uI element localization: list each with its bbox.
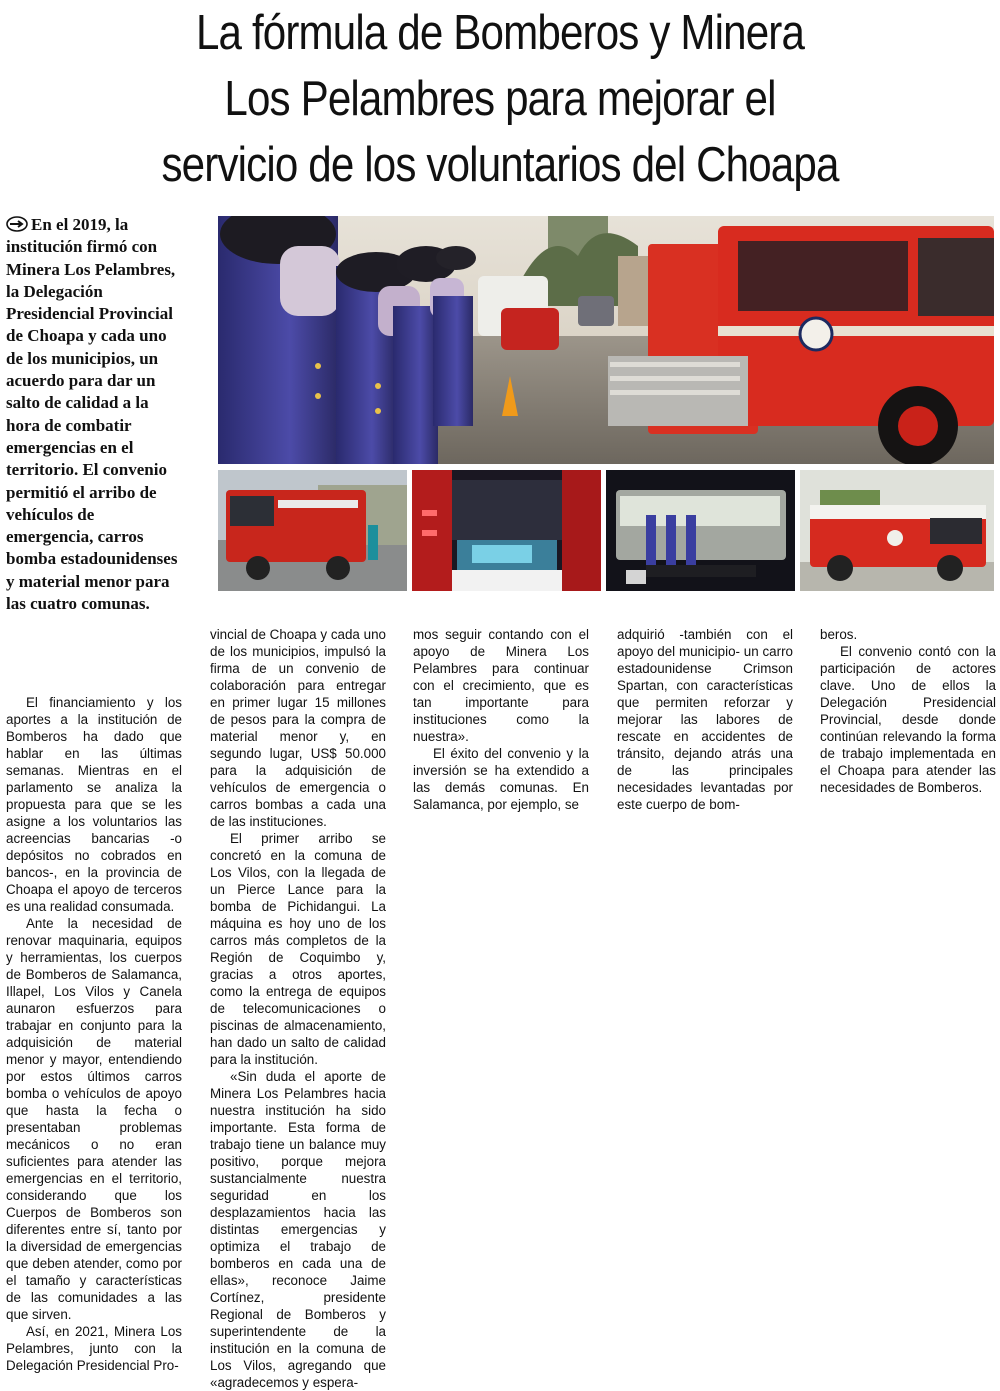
paragraph: Ante la necesidad de renovar maquinaria, equipos y herramientas, los cuerpos de Bomberos de Salamanca, Illapel, Los Vilos y Canela aunaron esfuerzos para trabajar en conjunto para la adquisición de material menor y mayor, entendiendo por estos últimos carros bomba o vehículos de apoyo que hasta la fecha o presentaban problemas mecánicos o no eran suficientes para atender las emergencias en el territorio, considerando que los Cuerpos de Bomberos son diferentes entre sí, tanto por la diversidad de emergencias que deben atender, como por el tamaño y características de las comunidades a las que sirven. [6, 916, 182, 1322]
paragraph: beros. [820, 627, 858, 642]
paragraph: El convenio contó con la participación de actores clave. Uno de ellos la Delegación Presidencial Provincial, desde donde continúan relevando la forma de trabajo implementada en el Choapa para atender las necesidades de Bomberos. [820, 644, 996, 795]
paragraph: adquirió -también con el apoyo del municipio- un carro estadounidense Crimson Spartan, con características que permiten reforzar y mejorar las labores de rescate en accidentes de tránsito, dejando atrás una de las principales necesidades levantadas por este cuerpo de bom- [617, 627, 793, 812]
pierce-fire-truck-illustration [800, 470, 994, 591]
body-column-2 [210, 626, 386, 1391]
night-ceremony-illustration [606, 470, 795, 591]
thumb-photo-1 [218, 470, 407, 591]
paragraph: El éxito del convenio y la inversión se ha extendido a las demás comunas. En Salamanca, por ejemplo, se [413, 746, 589, 812]
paragraph: El financiamiento y los aportes a la institución de Bomberos ha dado que hablar en las últimas semanas. Mientras en el parlamento se analiza la propuesta para que se les asigne a los voluntarios las acreencias bancarias -o depósitos no cobrados en bancos-, en la provincia de Choapa el apoyo de terceros es una realidad consumada. [6, 695, 182, 914]
paragraph: vincial de Choapa y cada uno de los municipios, impulsó la firma de un convenio de colaboración para entregar en primer lugar 15 millones de pesos para la compra de material menor y, en segundo lugar, US$ 50.000 para la adquisición de vehículos de emergencia o carros bombas a cada una de las instituciones. [210, 627, 386, 829]
body-column-3 [413, 626, 589, 813]
firefighters-trucks-illustration [218, 216, 994, 464]
thumb-photo-2 [412, 470, 601, 591]
body-column-5 [820, 626, 996, 796]
article-lead [6, 214, 180, 615]
paragraph: mos seguir contando con el apoyo de Minera Los Pelambres para continuar con el crecimiento, que es tan importante para instituciones como la nuestra». [413, 627, 589, 744]
thumb-photo-4 [800, 470, 994, 591]
rescue-vehicle-interior-illustration [412, 470, 601, 591]
paragraph: Así, en 2021, Minera Los Pelambres, junto con la Delegación Presidencial Pro- [6, 1324, 182, 1373]
paragraph: «Sin duda el aporte de Minera Los Pelambres hacia nuestra institución ha sido importante. Esta forma de trabajo tiene un balance muy positivo, porque mejora sustancialmente nuestra seguridad en los desplazamientos hacia las distintas emergencias y optimiza el trabajo de bomberos en cada una de ellas», reconoce Jaime Cortínez, presidente Regional de Bomberos y superintendente de la institución en la comuna de Los Vilos, agregando que «agradecemos y espera- [210, 1069, 386, 1390]
body-column-4 [617, 626, 793, 813]
main-photo [218, 216, 994, 464]
headline-line-1: La fórmula de Bomberos y Minera [195, 6, 805, 60]
thumb-photo-3 [606, 470, 795, 591]
red-fire-truck-illustration [218, 470, 407, 591]
headline-line-2: Los Pelambres para mejorar el [224, 72, 776, 126]
article-headline [70, 0, 930, 198]
arrow-bullet-icon [6, 216, 28, 232]
lead-text: En el 2019, la institución firmó con Minera Los Pelambres, la Delegación Presidencial Provincial de Choapa y cada uno de los municipios, un acuerdo para dar un salto de calidad a la hora de combatir emergencias en el territorio. El convenio permitió el arribo de vehículos de emergencia, carros bomba estadounidenses y material menor para las cuatro comunas. [6, 215, 178, 614]
body-column-1 [6, 694, 182, 1374]
paragraph: El primer arribo se concretó en la comuna de Los Vilos, con la llegada de un Pierce Lance para la bomba de Pichidangui. La máquina es hoy uno de los carros más completos de la Región de Coquimbo y, gracias a otros aportes, como la entrega de equipos de telecomunicaciones o piscinas de almacenamiento, han dado un salto de calidad para la institución. [210, 831, 386, 1067]
headline-line-3: servicio de los voluntarios del Choapa [161, 138, 839, 192]
